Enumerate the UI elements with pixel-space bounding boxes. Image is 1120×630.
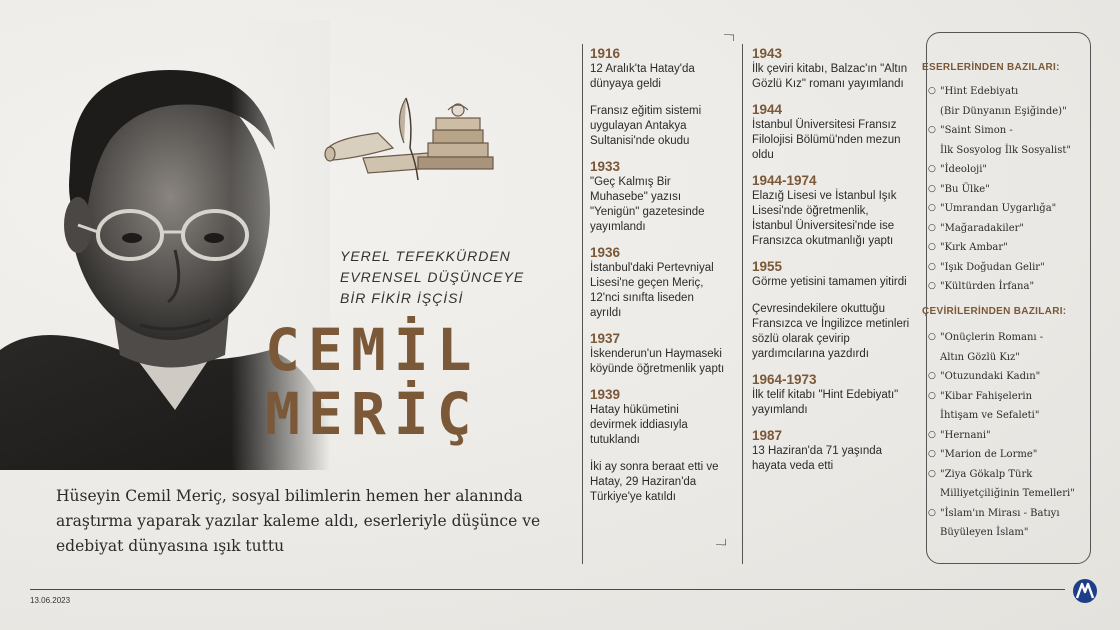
item-text: "İdeoloji" [940,164,988,175]
work-item [928,180,1088,200]
bullet-icon: ○ [928,164,936,174]
timeline-entry [752,259,912,362]
timeline-text: İlk çeviri kitabı, Balzac'ın "Altın Gözlü Kız" romanı yayımlandı [752,63,908,90]
timeline-line-left [582,44,583,564]
timeline-entry [752,428,912,474]
timeline-text: İki ay sonra beraat etti ve Hatay, 29 Haziran'da Türkiye'ye katıldı [590,461,719,503]
item-text: Büyüleyen İslam" [940,527,1029,538]
timeline-entry [590,245,725,321]
item-text: "Saint Simon - [940,125,1013,136]
translation-item [928,328,1088,367]
timeline-entry [590,387,725,505]
timeline-entry [590,331,725,377]
work-item [928,121,1088,160]
translations-title: ÇEVİRİLERİNDEN BAZILARI: [922,306,1067,317]
timeline-entry [752,46,912,92]
item-text: "Kültürden İrfana" [940,281,1035,292]
timeline-text: "Geç Kalmış Bir Muhasebe" yazısı "Yenigün" gazetesinde yayımlandı [590,176,705,233]
timeline-year: 1987 [752,428,783,443]
timeline-line-right [742,44,743,564]
tagline-line: YEREL TEFEKKÜRDEN [340,248,511,264]
bullet-icon: ○ [928,468,936,479]
tagline-line: BİR FİKİR İŞÇİSİ [340,290,464,306]
timeline-text: Çevresindekilere okuttuğu Fransızca ve İngilizce metinleri sözlü olarak çevirip yardımcılarına yazdırdı [752,303,910,360]
translation-item [928,426,1088,446]
timeline-year: 1943 [752,46,783,61]
bullet-icon: ○ [928,449,936,459]
timeline-year: 1916 [590,46,621,61]
timeline-year: 1939 [590,387,621,402]
timeline-year: 1944-1974 [752,173,817,188]
item-text: "Hint Edebiyatı [940,86,1019,97]
timeline-text: İstanbul Üniversitesi Fransız Filolojisi Bölümü'nden mezun oldu [752,119,901,161]
work-item [928,277,1088,297]
item-text: "Ziya Gökalp Türk [940,468,1033,480]
timeline-entry [590,46,725,149]
timeline-text: İstanbul'daki Pertevniyal Lisesi'ne geçen Meriç, 12'nci sınıfta liseden ayrıldı [590,262,714,319]
item-text: "İslam'ın Mirası - Batıyı [940,507,1060,519]
item-text: İlk Sosyolog İlk Sosyalist" [940,144,1072,156]
timeline-connector-top: ┄┐ [724,30,738,41]
item-text: "Marion de Lorme" [940,449,1038,460]
footer-divider [30,589,1065,590]
timeline-year: 1955 [752,259,783,274]
bullet-icon: ○ [928,261,936,272]
timeline-text: Görme yetisini tamamen yitirdi [752,276,907,288]
bullet-icon: ○ [928,242,936,252]
bullet-icon: ○ [928,332,936,342]
works-title: ESERLERİNDEN BAZILARI: [922,62,1060,73]
work-item [928,199,1088,219]
item-text: "Umrandan Uygarlığa" [940,203,1057,214]
timeline-entry [752,173,912,249]
item-text: "Kibar Fahişelerin [940,390,1033,402]
timeline-year: 1937 [590,331,621,346]
bullet-icon: ○ [928,507,936,518]
timeline-year: 1936 [590,245,621,260]
timeline-connector-bottom: ┄┘ [716,540,730,551]
timeline-entry [590,159,725,235]
work-item [928,160,1088,180]
tagline [340,246,530,309]
item-text: "Onüçlerin Romanı - [940,332,1044,343]
bullet-icon: ○ [928,183,936,194]
timeline-year: 1944 [752,102,783,117]
work-item [928,258,1088,278]
work-item [928,238,1088,258]
timeline-column-right [752,46,912,484]
summary-text: Hüseyin Cemil Meriç, sosyal bilimlerin hemen her alanında araştırma yaparak yazılar kaleme aldı, eserleriyle düşünce ve edebiyat dünyasına ışık tuttu [56,487,541,555]
translation-item [928,367,1088,387]
item-text: "Hernani" [940,429,991,441]
item-text: "Mağaradakiler" [940,222,1025,234]
timeline-text: 12 Aralık'ta Hatay'da dünyaya geldi [590,63,695,90]
timeline-entry [752,102,912,163]
bullet-icon: ○ [928,429,936,440]
last-name: MERİÇ [265,380,480,448]
bullet-icon: ○ [928,371,936,381]
bullet-icon: ○ [928,281,936,291]
timeline-year: 1964-1973 [752,372,817,387]
publish-date: 13.06.2023 [30,596,71,605]
timeline-text: 13 Haziran'da 71 yaşında hayata veda etti [752,445,883,472]
timeline-text: Hatay hükümetini devirmek iddiasıyla tutuklandı [590,404,688,446]
item-text: (Bir Dünyanın Eşiğinde)" [940,105,1067,117]
item-text: "Işık Doğudan Gelir" [940,261,1045,273]
tagline-line: EVRENSEL DÜŞÜNCEYE [340,269,525,285]
timeline-text: İskenderun'un Haymaseki köyünde öğretmenlik yaptı [590,348,725,375]
item-text: Milliyetçiliğinin Temelleri" [940,488,1075,499]
translation-item [928,387,1088,426]
translation-item [928,465,1088,504]
bullet-icon: ○ [928,203,936,213]
translation-item [928,504,1088,543]
bullet-icon: ○ [928,222,936,233]
work-item [928,82,1088,121]
timeline-column-left [590,46,725,515]
scroll-quill-books-illustration [318,88,498,188]
aa-logo-icon [1072,578,1098,604]
first-name: CEMİL [265,316,480,384]
translations-list [928,328,1088,543]
timeline-entry [752,372,912,418]
timeline-text: Fransız eğitim sistemi uygulayan Antakya Sultanisi'nde okudu [590,105,702,147]
item-text: "Bu Ülke" [940,183,990,195]
bullet-icon: ○ [928,86,936,96]
timeline-year: 1933 [590,159,621,174]
item-text: "Otuzundaki Kadın" [940,371,1041,382]
work-item [928,219,1088,239]
person-name [265,318,545,446]
translation-item [928,445,1088,465]
works-list [928,82,1088,297]
timeline-text: İlk telif kitabı "Hint Edebiyatı" yayımlandı [752,389,899,416]
item-text: "Kırk Ambar" [940,242,1008,253]
bullet-icon: ○ [928,125,936,135]
bullet-icon: ○ [928,390,936,401]
timeline-text: Elazığ Lisesi ve İstanbul Işık Lisesi'nde öğretmenlik, İstanbul Üniversitesi'nde ise Fransızca okutmanlığı yaptı [752,190,897,247]
item-text: Altın Gözlü Kız" [940,351,1020,363]
item-text: İhtişam ve Sefaleti" [940,410,1040,421]
